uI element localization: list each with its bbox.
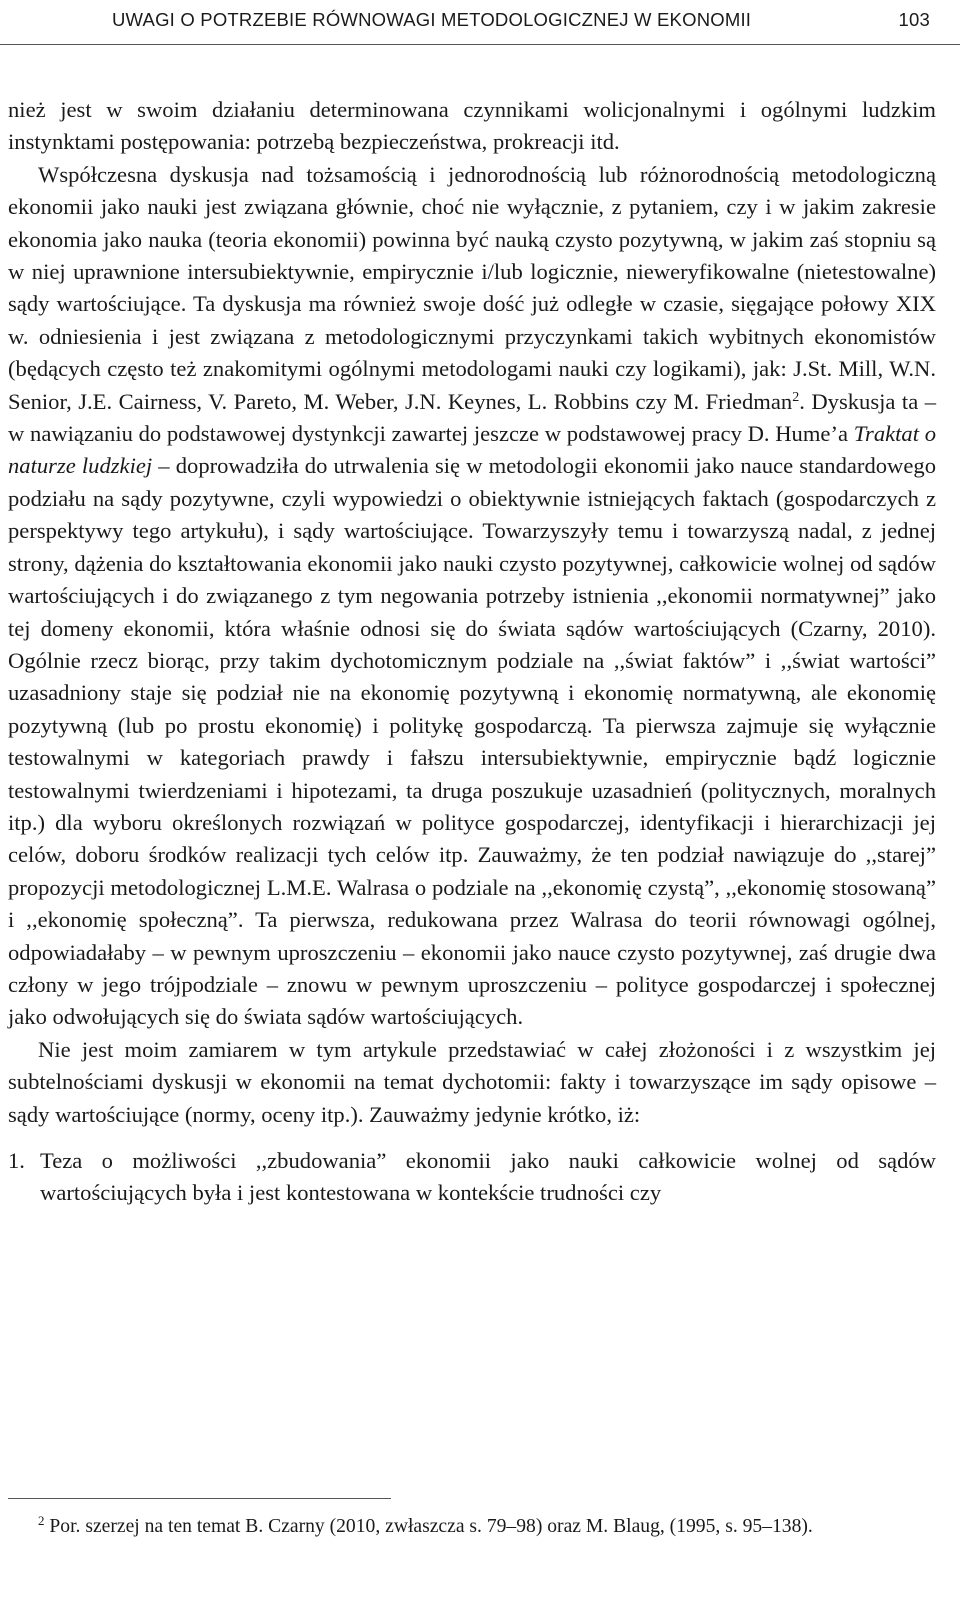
running-title: UWAGI O POTRZEBIE RÓWNOWAGI METODOLOGICZNEJ W EKONOMII (112, 9, 752, 30)
list-item-text: Teza o możliwości ,,zbudowania” ekonomii jako nauki całkowicie wolnej od sądów wartościujących była i jest kontestowana w kontekście trudności czy (40, 1148, 936, 1206)
numbered-list (8, 1145, 936, 1210)
footnote-ref-2[interactable]: 2 (792, 389, 800, 405)
paragraph-3: Nie jest moim zamiarem w tym artykule przedstawiać w całej złożoności i z wszystkim jej subtelnościami dyskusji w ekonomii na temat dychotomii: fakty i towarzyszące im sądy opisowe – sądy wartościujące (normy, oceny itp.). Zauważmy jedynie krótko, iż: (8, 1036, 936, 1127)
body-text (8, 94, 936, 1210)
list-item (8, 1145, 936, 1210)
paragraph-2-part-b: . Dyskusja ta – w nawiązaniu do podstawowej dystynkcji zawartej jeszcze w podstawowej pracy D. Hume’a (8, 388, 937, 447)
paragraph-2-part-c: – doprowadziła do utrwalenia się w metodologii ekonomii jako nauce standardowego podziału na sądy pozytywne, czyli wypowiedzi o obiektywnie istniejących faktach (gospodarczych z perspektywy tego artykułu), i sądy wartościujące. Towarzyszyły temu i towarzyszą nadal, z jednej strony, dążenia do kształtowania ekonomii jako nauki czysto pozytywnej, całkowicie wolnej od sądów wartościujących i do związanego z tym negowania potrzeby istnienia ,,ekonomii normatywnej” jako tej domeny ekonomii, która właśnie odnosi się do świata sądów wartościujących (Czarny, 2010). Ogólnie rzecz biorąc, przy takim dychotomicznym podziale na ,,świat faktów” i ,,świat wartości” uzasadniony staje się podział nie na ekonomię pozytywną i ekonomię normatywną, ale ekonomię pozytywną (lub po prostu ekonomię) i politykę gospodarczą. Ta pierwsza zajmuje się wyłącznie testowalnymi w kategoriach prawdy i fałszu intersubiektywnie, empirycznie bądź logicznie testowalnymi twierdzeniami i hipotezami, ta druga poszukuje uzasadnień (politycznych, moralnych itp.) dla wyboru określonych rozwiązań w polityce gospodarczej, identyfikacji i hierarchizacji jej celów, doboru środków realizacji tych celów itp. Zauważmy, że ten podział nawiązuje do ,,starej” propozycji metodologicznej L.M.E. Walrasa o podziale na ,,ekonomię czystą”, ,,ekonomię stosowaną” i ,,ekonomię społeczną”. Ta pierwsza, redukowana przez Walrasa do teorii równowagi ogólnej, odpowiadałaby – w pewnym uproszczeniu – ekonomii jako nauce czysto pozytywnej, zaś drugie dwa człony w jego trójpodziale – znowu w pewnym uproszczeniu – polityce gospodarczej i społecznej jako odwołujących się do świata sądów wartościujących. (8, 453, 936, 1030)
footnote-text: Por. szerzej na ten temat B. Czarny (2010, zwłaszcza s. 79–98) oraz M. Blaug, (1995, s. 95–138). (49, 1516, 813, 1537)
paragraph-2-part-a: Współczesna dyskusja nad tożsamością i jednorodnością lub różnorodnością metodologiczną ekonomii jako nauki jest związana głównie, choć nie wyłącznie, z pytaniem, czy i w jakim zakresie ekonomia jako nauka (teoria ekonomii) powinna być nauką czysto pozytywną, w jakim zaś stopniu są w niej uprawnione intersubiektywnie, empirycznie i/lub logicznie, nieweryfikowalne (nietestowalne) sądy wartościujące. Ta dyskusja ma również swoje dość już odległe w czasie, sięgające połowy XIX w. odniesienia i jest związana z metodologicznymi przyczynkami takich wybitnych ekonomistów (będących często też znakomitymi ogólnymi metodologami nauki czy logikami), jak: J.St. Mill, W.N. Senior, J.E. Cairness, V. Pareto, M. Weber, J.N. Keynes, L. Robbins czy M. Friedman (8, 161, 936, 414)
list-item-number: 1. (8, 1148, 25, 1173)
paragraph-2 (8, 159, 936, 1034)
footnote (8, 1514, 936, 1539)
footnote-number: 2 (38, 1513, 45, 1528)
page-number: 103 (898, 9, 930, 30)
footnote-rule (8, 1498, 391, 1499)
running-header (0, 0, 960, 44)
book-title-italic: Traktat o naturze ludzkiej (8, 421, 937, 479)
header-rule (0, 44, 960, 45)
paragraph-1: nież jest w swoim działaniu determinowana czynnikami wolicjonalnymi i ogólnymi ludzkim instynktami postępowania: potrzebą bezpieczeństwa, prokreacji itd. (8, 97, 936, 155)
